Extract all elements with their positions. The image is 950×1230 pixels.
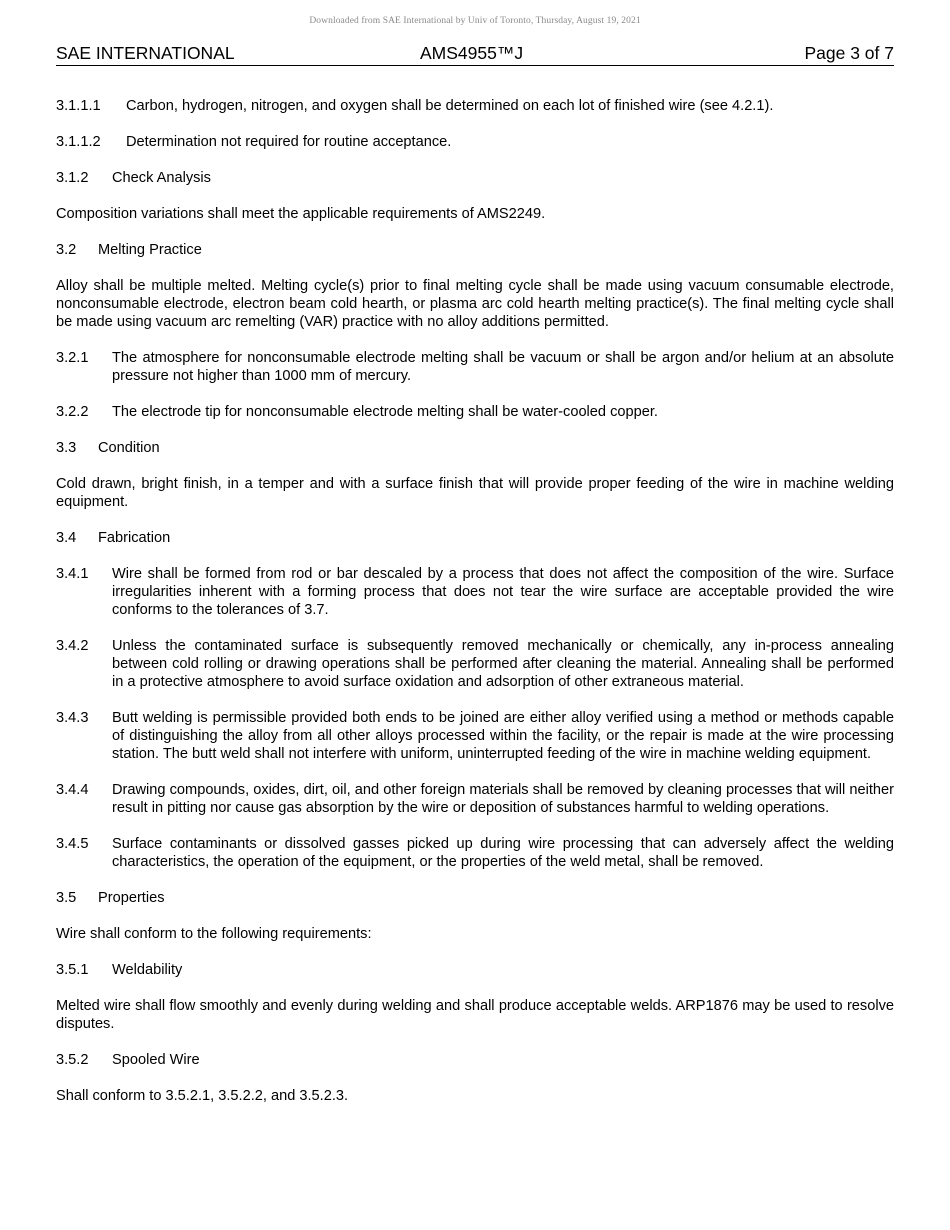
paragraph-text: The atmosphere for nonconsumable electrode melting shall be vacuum or shall be argon and/or helium at an absolute pressure not higher than 1000 mm of mercury. (112, 350, 894, 384)
header-page-number: Page 3 of 7 (804, 43, 894, 63)
heading-3-2 (56, 241, 894, 259)
paragraph-3-4-2 (56, 637, 894, 691)
section-number: 3.5 (56, 890, 77, 906)
heading-3-4 (56, 529, 894, 547)
paragraph-condition: Cold drawn, bright finish, in a temper and with a surface finish that will provide proper feeding of the wire in machine welding equipment. (56, 476, 894, 510)
section-number: 3.1.1.2 (56, 134, 101, 150)
paragraph-3-1-1-2 (56, 133, 894, 151)
section-number: 3.4.4 (56, 782, 89, 798)
paragraph-3-4-3 (56, 709, 894, 763)
paragraph-weldability: Melted wire shall flow smoothly and evenly during welding and shall produce acceptable welds. ARP1876 may be used to resolve disputes. (56, 998, 894, 1032)
section-number: 3.2 (56, 242, 77, 258)
download-notice: Downloaded from SAE International by Univ of Toronto, Thursday, August 19, 2021 (309, 16, 641, 26)
paragraph-3-4-5 (56, 835, 894, 871)
section-title: Properties (98, 890, 165, 906)
section-title: Spooled Wire (112, 1052, 200, 1068)
section-title: Weldability (112, 962, 183, 978)
section-number: 3.4.5 (56, 836, 89, 852)
section-number: 3.4.2 (56, 638, 89, 654)
section-number: 3.4.1 (56, 566, 89, 582)
paragraph-3-2-2 (56, 403, 894, 421)
paragraph-text: Surface contaminants or dissolved gasses picked up during wire processing that can adversely affect the welding characteristics, the operation of the equipment, or the properties of the weld metal, shall be removed. (112, 836, 894, 870)
paragraph-text: Carbon, hydrogen, nitrogen, and oxygen shall be determined on each lot of finished wire (see 4.2.1). (126, 98, 774, 114)
section-number: 3.3 (56, 440, 77, 456)
section-number: 3.2.2 (56, 404, 89, 420)
header-organization: SAE INTERNATIONAL (56, 43, 235, 63)
section-number: 3.1.1.1 (56, 98, 101, 114)
section-title: Fabrication (98, 530, 171, 546)
paragraph-3-4-1 (56, 565, 894, 619)
paragraph-text: The electrode tip for nonconsumable electrode melting shall be water-cooled copper. (112, 404, 658, 420)
section-number: 3.4 (56, 530, 77, 546)
section-title: Melting Practice (98, 242, 202, 258)
paragraph-text: Determination not required for routine acceptance. (126, 134, 452, 150)
paragraph-text: Drawing compounds, oxides, dirt, oil, and other foreign materials shall be removed by cleaning processes that will neither result in pitting nor cause gas absorption by the wire or deposition of substances harmful to welding operations. (112, 782, 894, 816)
paragraph-properties: Wire shall conform to the following requirements: (56, 926, 372, 942)
section-number: 3.4.3 (56, 710, 89, 726)
heading-3-1-2 (56, 169, 894, 187)
section-number: 3.2.1 (56, 350, 89, 366)
paragraph-3-2-1 (56, 349, 894, 385)
paragraph-text: Butt welding is permissible provided both ends to be joined are either alloy verified using a method or methods capable of distinguishing the alloy from all other alloys processed within the facility, or the repair is made at the wire processing station. The butt weld shall not interfere with uniform, uninterrupted feeding of the wire in machine welding equipment. (112, 710, 894, 762)
paragraph-spooled-wire: Shall conform to 3.5.2.1, 3.5.2.2, and 3.5.2.3. (56, 1088, 349, 1104)
section-title: Check Analysis (112, 170, 211, 186)
document-body (56, 97, 894, 1123)
paragraph-text: Unless the contaminated surface is subsequently removed mechanically or chemically, any in-process annealing between cold rolling or drawing operations shall be performed after cleaning the material. Annealing shall be performed in a protective atmosphere to avoid surface oxidation and adsorption of other extraneous material. (112, 638, 894, 690)
paragraph-text: Wire shall be formed from rod or bar descaled by a process that does not affect the composition of the wire. Surface irregularities inherent with a forming process that does not tear the wire surface are acceptable provided the wire conforms to the tolerances of 3.7. (112, 566, 894, 618)
heading-3-5 (56, 889, 894, 907)
paragraph-3-1-1-1 (56, 97, 894, 115)
section-number: 3.1.2 (56, 170, 89, 186)
section-number: 3.5.2 (56, 1052, 89, 1068)
heading-3-5-2 (56, 1051, 894, 1069)
paragraph-melting-practice: Alloy shall be multiple melted. Melting cycle(s) prior to final melting cycle shall be made using vacuum consumable electrode, nonconsumable electrode, electron beam cold hearth, or plasma arc cold hearth melting practice(s). The final melting cycle shall be made using vacuum arc remelting (VAR) practice with no alloy additions permitted. (56, 278, 894, 330)
header-document-number: AMS4955™J (420, 43, 524, 63)
paragraph-3-4-4 (56, 781, 894, 817)
page-header (56, 43, 894, 66)
heading-3-3 (56, 439, 894, 457)
paragraph-check-analysis: Composition variations shall meet the applicable requirements of AMS2249. (56, 206, 546, 222)
heading-3-5-1 (56, 961, 894, 979)
section-title: Condition (98, 440, 160, 456)
section-number: 3.5.1 (56, 962, 89, 978)
